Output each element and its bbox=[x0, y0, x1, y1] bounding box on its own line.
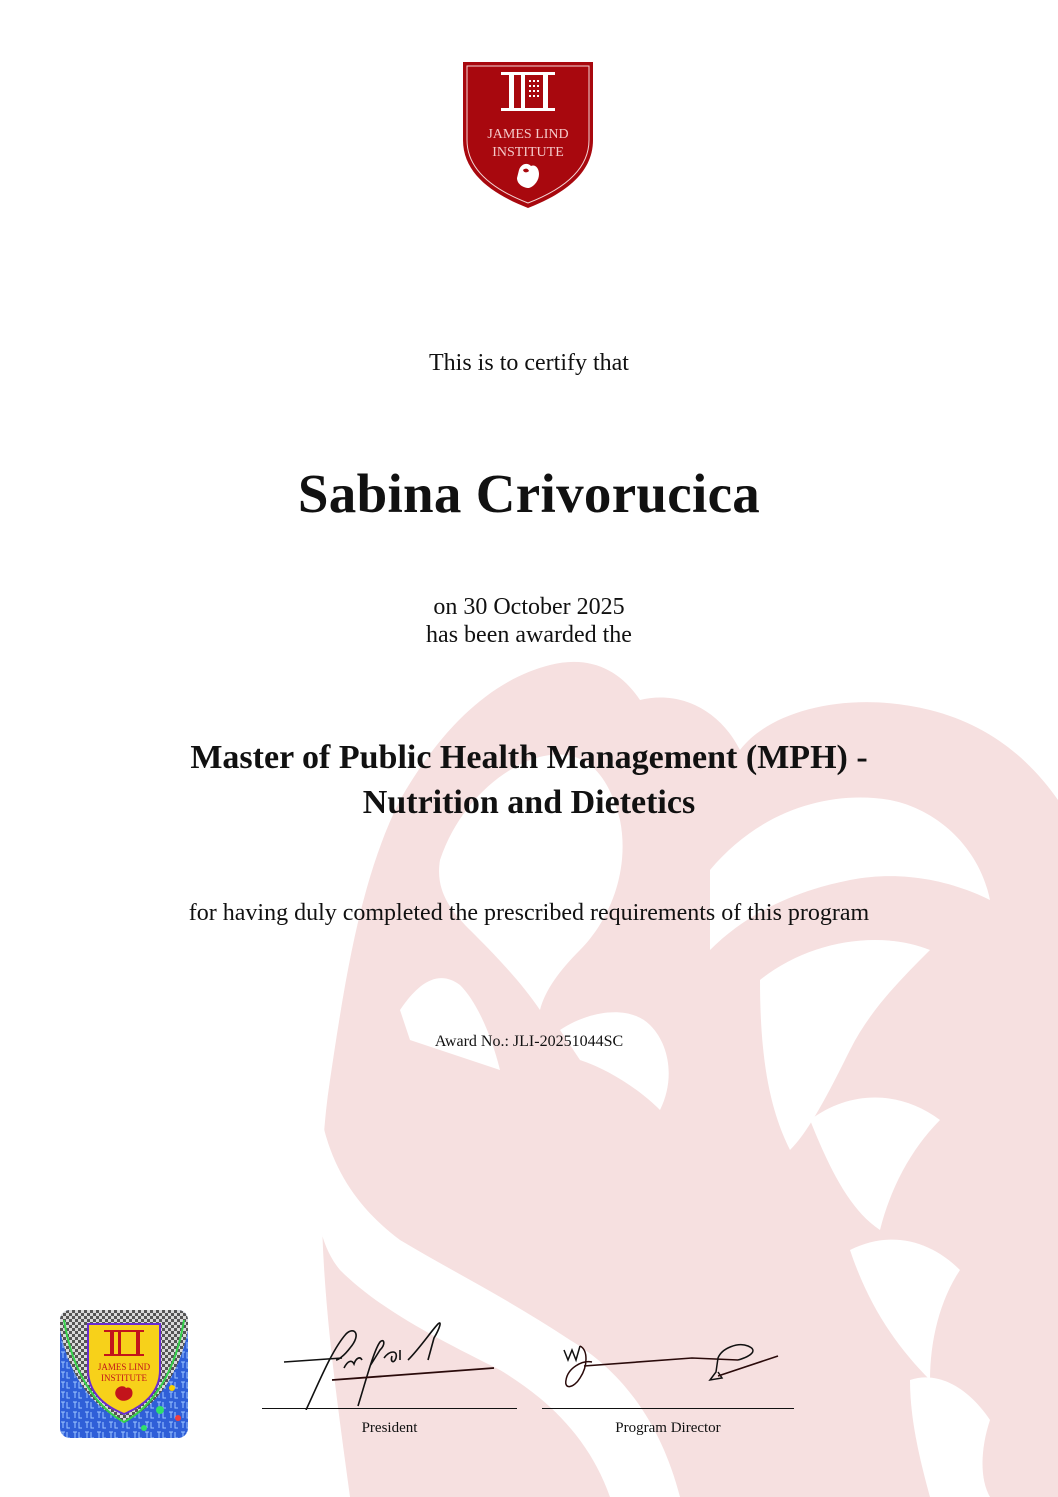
president-signature-icon bbox=[262, 1320, 517, 1410]
award-date: on 30 October 2025 bbox=[433, 594, 625, 620]
recipient-name: Sabina Crivorucica bbox=[297, 463, 761, 524]
award-date-block bbox=[0, 593, 1058, 649]
president-signature-block bbox=[262, 1320, 517, 1450]
program-title-line2: Nutrition and Dietetics bbox=[362, 784, 696, 821]
svg-text:INSTITUTE: INSTITUTE bbox=[101, 1373, 147, 1383]
president-signature-line bbox=[262, 1408, 517, 1409]
requirements-text: for having duly completed the prescribed requirements of this program bbox=[188, 900, 870, 926]
svg-text:JAMES LIND: JAMES LIND bbox=[97, 1362, 151, 1372]
james-lind-institute-logo bbox=[461, 60, 595, 210]
hologram-seal bbox=[60, 1310, 188, 1438]
program-director-signature-line bbox=[542, 1408, 794, 1409]
program-title-line1: Master of Public Health Management (MPH) - bbox=[190, 739, 868, 776]
svg-text:INSTITUTE: INSTITUTE bbox=[492, 145, 564, 160]
program-director-signature-block bbox=[542, 1320, 794, 1450]
svg-text:JAMES LIND: JAMES LIND bbox=[487, 127, 569, 142]
president-label: President bbox=[361, 1420, 418, 1436]
program-director-signature-icon bbox=[542, 1320, 794, 1410]
award-number: Award No.: JLI-20251044SC bbox=[434, 1033, 624, 1050]
certify-intro: This is to certify that bbox=[429, 350, 629, 376]
program-title bbox=[0, 735, 1058, 825]
hologram-seal-icon bbox=[60, 1310, 188, 1438]
program-director-label: Program Director bbox=[615, 1420, 721, 1436]
shield-logo-icon bbox=[461, 60, 595, 210]
awarded-text: has been awarded the bbox=[426, 622, 632, 648]
